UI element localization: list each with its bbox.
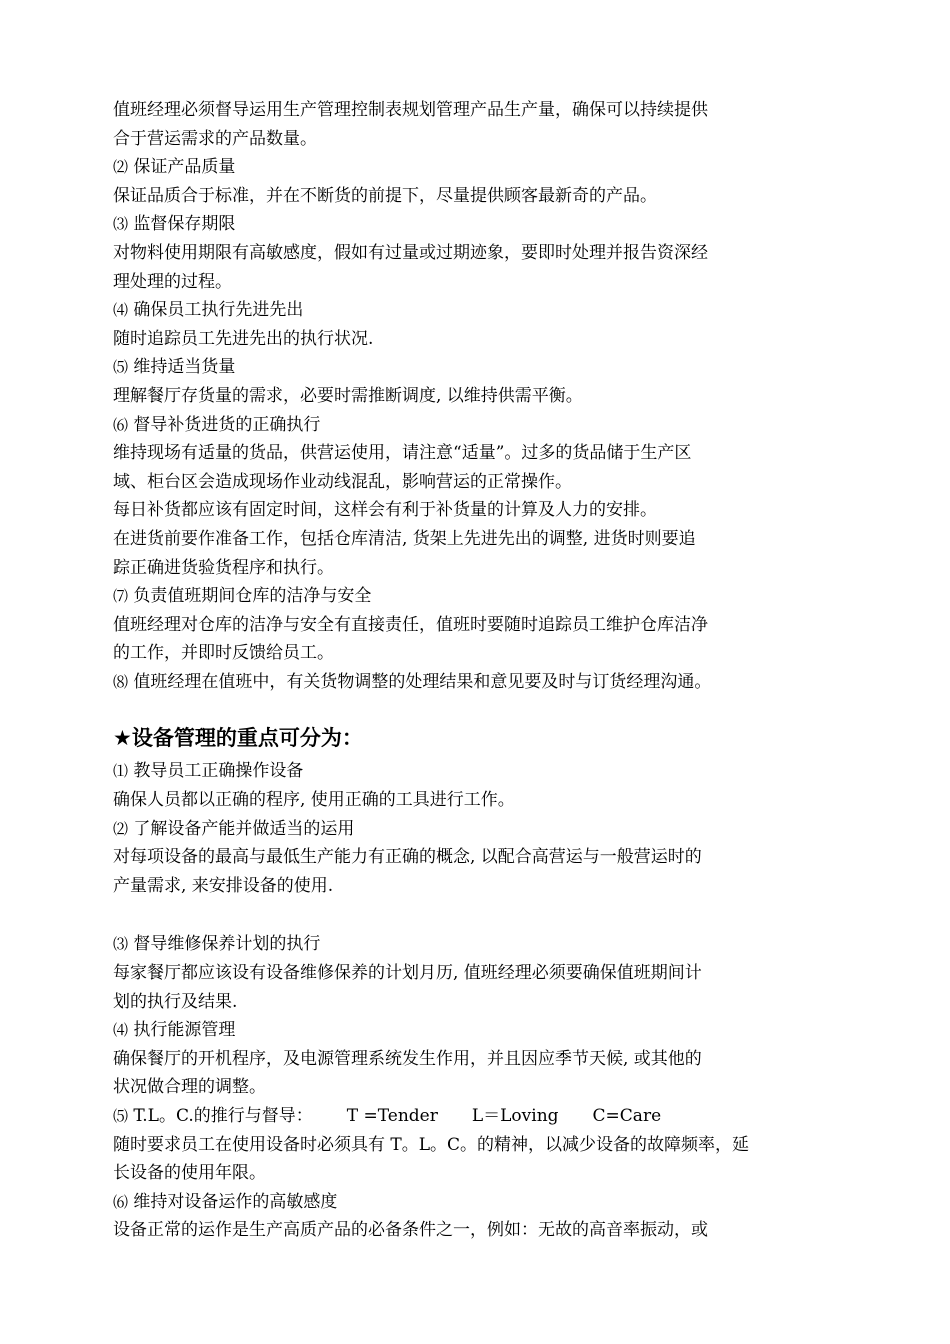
item-title-text: 督导维修保养计划的执行 (133, 934, 321, 955)
item-title (113, 815, 833, 844)
item-number: ⑷ (113, 301, 129, 320)
item-title (113, 1016, 833, 1045)
item-number: ⑸ (113, 358, 129, 377)
item-title-text: 维持适当货量 (133, 357, 236, 378)
item-body-line: 对每项设备的最高与最低生产能力有正确的概念, 以配合高营运与一般营运时的 (113, 847, 702, 868)
item-title-text: 了解设备产能并做适当的运用 (133, 818, 355, 839)
item-title (113, 668, 833, 697)
item-body-line: 域、柜台区会造成现场作业动线混乱，影响营运的正常操作。 (113, 471, 572, 492)
item-title (113, 153, 833, 182)
item-body-line: 确保餐厅的开机程序，及电源管理系统发生作用，并且因应季节天候, 或其他的 (113, 1048, 702, 1069)
item-title-text: 监督保存期限 (133, 214, 236, 235)
item-number: ⑺ (113, 587, 129, 606)
item-body-line: 理解餐厅存货量的需求，必要时需推断调度, 以维持供需平衡。 (113, 385, 583, 406)
item-body-line: 踪正确进货验货程序和执行。 (113, 557, 334, 578)
item-title-text: 教导员工正确操作设备 (133, 761, 304, 782)
item-number: ⑷ (113, 1021, 129, 1040)
inventory-items (113, 153, 833, 696)
item-body-line: 每日补货都应该有固定时间，这样会有利于补货量的计算及人力的安排。 (113, 500, 657, 521)
item-number: ⑵ (113, 819, 129, 838)
item-number: ⑸ (113, 1107, 129, 1125)
equipment-items-c (113, 1188, 833, 1245)
item-number: ⑻ (113, 672, 129, 691)
intro-line-2: 合于营运需求的产品数量。 (113, 128, 317, 149)
item-number: ⑶ (113, 215, 129, 234)
item-title-text: 确保员工执行先进先出 (133, 300, 304, 321)
tlc-term-c: C=Care (592, 1106, 662, 1126)
item-number: ⑹ (113, 1192, 129, 1211)
item-title-text: 督导补货进货的正确执行 (133, 414, 321, 435)
tlc-term-t: T =Tender (346, 1106, 438, 1126)
item-body-line: 每家餐厅都应该设有设备维修保养的计划月历, 值班经理必须要确保值班期间计 (113, 963, 702, 984)
item-title (113, 1188, 833, 1217)
item-body-line: 确保人员都以正确的程序, 使用正确的工具进行工作。 (113, 790, 515, 811)
item-body-line: 值班经理对仓库的洁净与安全有直接责任，值班时要随时追踪员工维护仓库洁净 (113, 614, 708, 635)
equipment-items-a (113, 757, 833, 900)
tlc-body-line-2: 长设备的使用年限。 (113, 1163, 266, 1184)
item-body-line: 的工作，并即时反馈给员工。 (113, 643, 334, 664)
blank-gap (113, 900, 833, 930)
item-body-line: 状况做合理的调整。 (113, 1077, 266, 1098)
item-title (113, 210, 833, 239)
section-inventory (113, 96, 833, 696)
item-body-line: 产量需求, 来安排设备的使用. (113, 875, 334, 896)
item-title-text: 值班经理在值班中，有关货物调整的处理结果和意见要及时与订货经理沟通。 (133, 671, 712, 692)
item-title (113, 411, 833, 440)
item-title-text: 执行能源管理 (133, 1020, 236, 1041)
tlc-item-title (113, 1102, 833, 1131)
item-number: ⑹ (113, 415, 129, 434)
tlc-label: T.L。C.的推行与督导： (133, 1106, 313, 1126)
item-number: ⑶ (113, 935, 129, 954)
item-body-line: 保证品质合于标准，并在不断货的前提下，尽量提供顾客最新奇的产品。 (113, 185, 657, 206)
item-title-text: 负责值班期间仓库的洁净与安全 (133, 586, 372, 607)
item-title (113, 582, 833, 611)
item-title-text: 维持对设备运作的高敏感度 (133, 1191, 338, 1212)
item-title (113, 757, 833, 786)
intro-line-1: 值班经理必须督导运用生产管理控制表规划管理产品生产量，确保可以持续提供 (113, 100, 708, 120)
section-equipment (113, 757, 833, 1245)
item-title (113, 930, 833, 959)
equipment-heading: ★设备管理的重点可分为： (113, 726, 363, 751)
tlc-term-l: L＝Loving (471, 1106, 559, 1126)
item-body-line: 随时追踪员工先进先出的执行状况. (113, 328, 374, 349)
item-title-text: 保证产品质量 (133, 157, 236, 178)
document-page (113, 96, 833, 1245)
equipment-items-b (113, 930, 833, 1102)
item-body-line: 划的执行及结果. (113, 991, 238, 1012)
item-number: ⑵ (113, 158, 129, 177)
item-title (113, 353, 833, 382)
item-body-line: 设备正常的运作是生产高质产品的必备条件之一，例如：无故的高音率振动，或 (113, 1220, 708, 1241)
tlc-body-line-1: 随时要求员工在使用设备时必须具有 T。L。C。的精神，以减少设备的故障频率，延 (113, 1134, 750, 1155)
item-number: ⑴ (113, 762, 129, 781)
item-body-line: 维持现场有适量的货品，供营运使用，请注意“适量”。过多的货品储于生产区 (113, 443, 692, 464)
item-body-line: 在进货前要作准备工作，包括仓库清洁, 货架上先进先出的调整, 进货时则要追 (113, 528, 696, 549)
item-title (113, 296, 833, 325)
item-body-line: 对物料使用期限有高敏感度，假如有过量或过期迹象，要即时处理并报告资深经 (113, 242, 708, 263)
item-body-line: 理处理的过程。 (113, 271, 232, 292)
